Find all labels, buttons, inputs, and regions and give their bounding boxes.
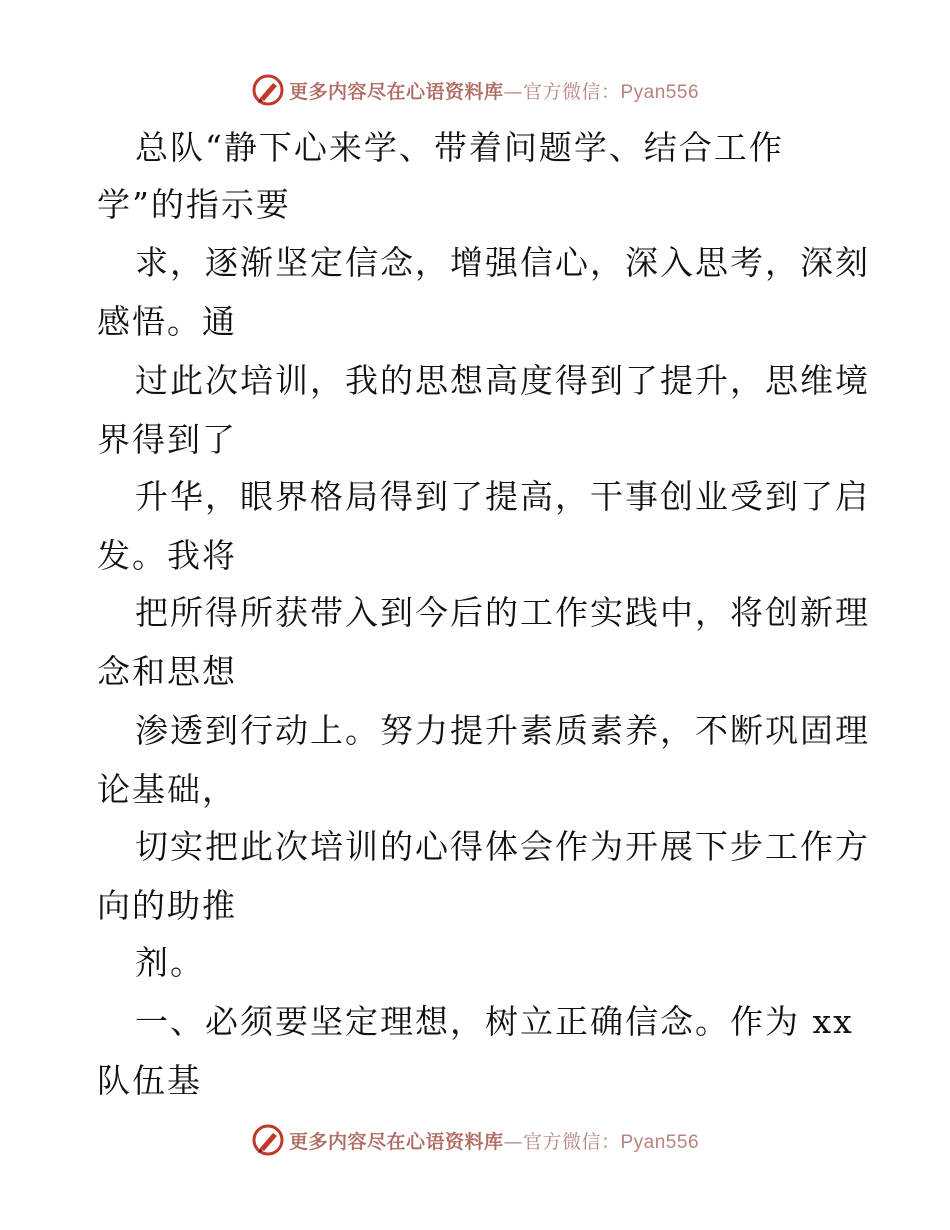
pen-logo-icon bbox=[251, 1123, 285, 1157]
text-line: 剂。 bbox=[135, 943, 205, 982]
text-line: 发。我将 bbox=[97, 536, 237, 575]
text-line: 渗透到行动上。努力提升素质素养，不断巩固理 bbox=[135, 711, 870, 750]
watermark-separator: — bbox=[503, 80, 523, 103]
text-line: 念和思想 bbox=[97, 652, 237, 691]
watermark-contact-id: Pyan556 bbox=[620, 1131, 700, 1153]
text-line: 求，逐渐坚定信念，增强信心，深入思考，深刻 bbox=[135, 243, 870, 282]
watermark-text bbox=[289, 1127, 699, 1154]
text-line: 学”的指示要 bbox=[97, 185, 291, 224]
watermark-contact-label: 官方微信： bbox=[522, 80, 621, 103]
text-line: 一、必须要坚定理想，树立正确信念。作为 xx bbox=[135, 1002, 854, 1041]
text-line: 把所得所获带入到今后的工作实践中，将创新理 bbox=[135, 593, 870, 632]
watermark-contact-id: Pyan556 bbox=[620, 81, 700, 103]
watermark-contact-label: 官方微信： bbox=[522, 1130, 621, 1153]
text-line: 切实把此次培训的心得体会作为开展下步工作方 bbox=[135, 827, 870, 866]
text-line: 过此次培训，我的思想高度得到了提升，思维境 bbox=[135, 361, 870, 400]
watermark-brand: 更多内容尽在心语资料库 bbox=[288, 80, 504, 103]
text-line: 升华，眼界格局得到了提高，干事创业受到了启 bbox=[135, 477, 870, 516]
text-line: 界得到了 bbox=[97, 420, 237, 459]
text-line: 论基础， bbox=[97, 770, 237, 809]
text-line: 总队“静下心来学、带着问题学、结合工作 bbox=[135, 128, 784, 167]
watermark-brand: 更多内容尽在心语资料库 bbox=[288, 1130, 504, 1153]
text-line: 感悟。通 bbox=[97, 302, 237, 341]
text-line: 向的助推 bbox=[97, 886, 237, 925]
footer-watermark bbox=[0, 1120, 950, 1160]
watermark-separator: — bbox=[503, 1130, 523, 1153]
text-line: 队伍基 bbox=[97, 1061, 202, 1100]
